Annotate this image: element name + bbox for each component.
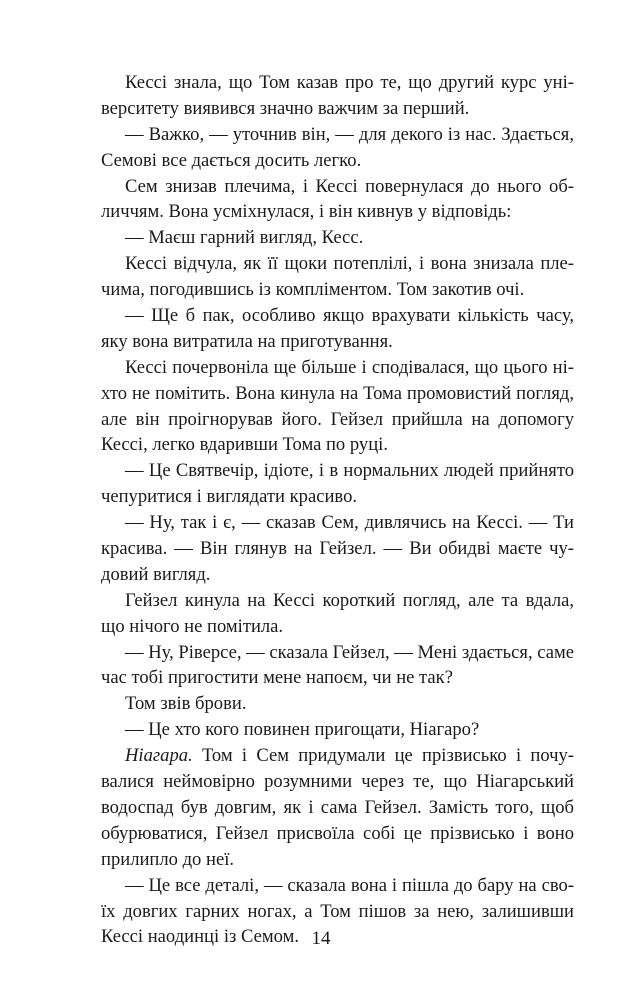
text-line: обурюватися, Гейзел присвоїла собі це прізвисько і воно: [101, 822, 574, 844]
text-line: Кессі, легко вдаривши Тома по руці.: [101, 434, 388, 456]
text-line: — Ну, так і є, — сказав Сем, дивлячись на Кессі. — Ти: [125, 512, 574, 534]
text-line: Кессі відчула, як її щоки потеплілі, і вона знизала пле-: [125, 253, 574, 275]
text-line: валися неймовірно розумними через те, що Ніагарський: [101, 771, 574, 793]
text-line: — Маєш гарний вигляд, Кесс.: [125, 227, 364, 249]
text-line-rest: Том і Сем придумали це прізвисько і почу-: [192, 745, 574, 767]
text-line: водоспад був довгим, як і сама Гейзел. Замість того, щоб: [101, 796, 574, 818]
page-number: 14: [311, 928, 331, 949]
text-line: Кессі почервоніла ще більше і сподівалася, що цього ні-: [125, 356, 574, 378]
text-line: [101, 743, 574, 769]
text-line: хто не помітить. Вона кинула на Тома промовистий погляд,: [101, 382, 574, 404]
text-line: що нічого не помітила.: [101, 615, 284, 637]
text-line: Гейзел кинула на Кессі короткий погляд, але та вдала,: [125, 589, 574, 611]
italic-word: Ніагара.: [125, 745, 193, 767]
text-line: Кессі наодинці із Семом.: [101, 926, 299, 948]
text-line: Том звів брови.: [125, 693, 247, 715]
text-line: Семові все дається досить легко.: [101, 149, 362, 171]
text-line: але він проігнорував його. Гейзел прийшла на допомогу: [101, 408, 574, 430]
text-line: личчям. Вона усміхнулася, і він кивнув у відповідь:: [101, 201, 512, 223]
text-line: — Важко, — уточнив він, — для декого із нас. Здається,: [125, 123, 574, 145]
text-line: — Це все деталі, — сказала вона і пішла до бару на сво-: [125, 874, 574, 896]
text-line: верситету виявився значно важчим за перший.: [101, 97, 470, 119]
text-line: Кессі знала, що Том казав про те, що другий курс уні-: [125, 72, 574, 93]
text-line: чима, погодившись із компліментом. Том закотив очі.: [101, 279, 525, 301]
text-line: — Ну, Ріверсе, — сказала Гейзел, — Мені здається, саме: [125, 641, 575, 663]
text-line: довий вигляд.: [101, 563, 211, 585]
text-line: чепуритися і виглядати красиво.: [101, 486, 358, 508]
text-line: Сем знизав плечима, і Кессі повернулася до нього об-: [125, 175, 574, 197]
text-line: яку вона витратила на приготування.: [101, 330, 393, 352]
text-line: — Це хто кого повинен пригощати, Ніагаро?: [125, 719, 480, 741]
text-line: час тобі пригостити мене напоєм, чи не так?: [101, 667, 453, 689]
text-line: — Це Святвечір, ідіоте, і в нормальних людей прийнято: [125, 460, 574, 482]
text-line: прилипло до неї.: [101, 848, 235, 870]
text-line: — Ще б пак, особливо якщо врахувати кількість часу,: [125, 305, 574, 327]
text-line: їх довгих гарних ногах, а Том пішов за нею, залишивши: [101, 900, 574, 922]
body-text: [101, 70, 574, 950]
text-line: красива. — Він глянув на Гейзел. — Ви обидві маєте чу-: [101, 538, 574, 560]
